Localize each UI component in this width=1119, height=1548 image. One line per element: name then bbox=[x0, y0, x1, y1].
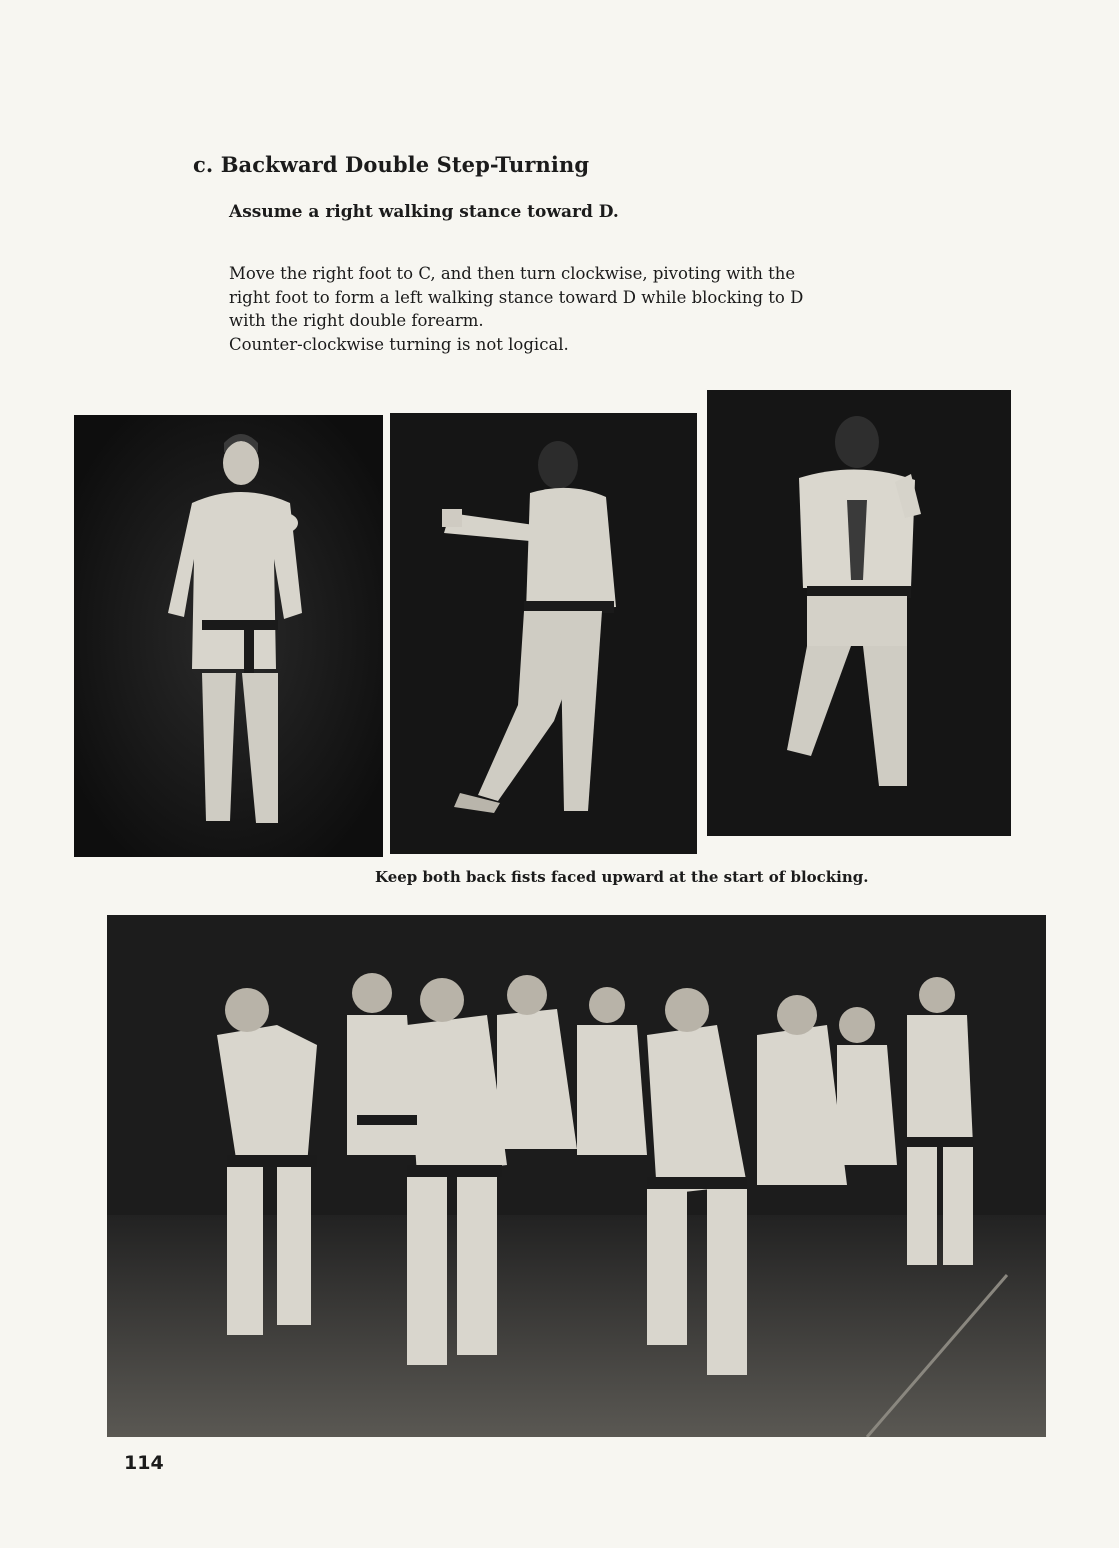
photo-back-view bbox=[707, 390, 1011, 836]
photo-group-practice bbox=[107, 915, 1046, 1437]
instruction-subheading: Assume a right walking stance toward D. bbox=[229, 202, 619, 222]
body-line: with the right double forearm. bbox=[229, 311, 484, 330]
section-heading: c. Backward Double Step-Turning bbox=[193, 152, 590, 177]
photo-caption: Keep both back fists faced upward at the start of blocking. bbox=[375, 868, 869, 886]
body-line: Counter-clockwise turning is not logical. bbox=[229, 334, 569, 354]
body-line: Move the right foot to C, and then turn clockwise, pivoting with the bbox=[229, 264, 796, 283]
photo-turning bbox=[390, 413, 697, 854]
photo-front-stance bbox=[74, 415, 383, 857]
body-line: right foot to form a left walking stance toward D while blocking to D bbox=[229, 287, 804, 307]
page-number: 114 bbox=[124, 1452, 164, 1474]
body-paragraph bbox=[229, 262, 989, 356]
